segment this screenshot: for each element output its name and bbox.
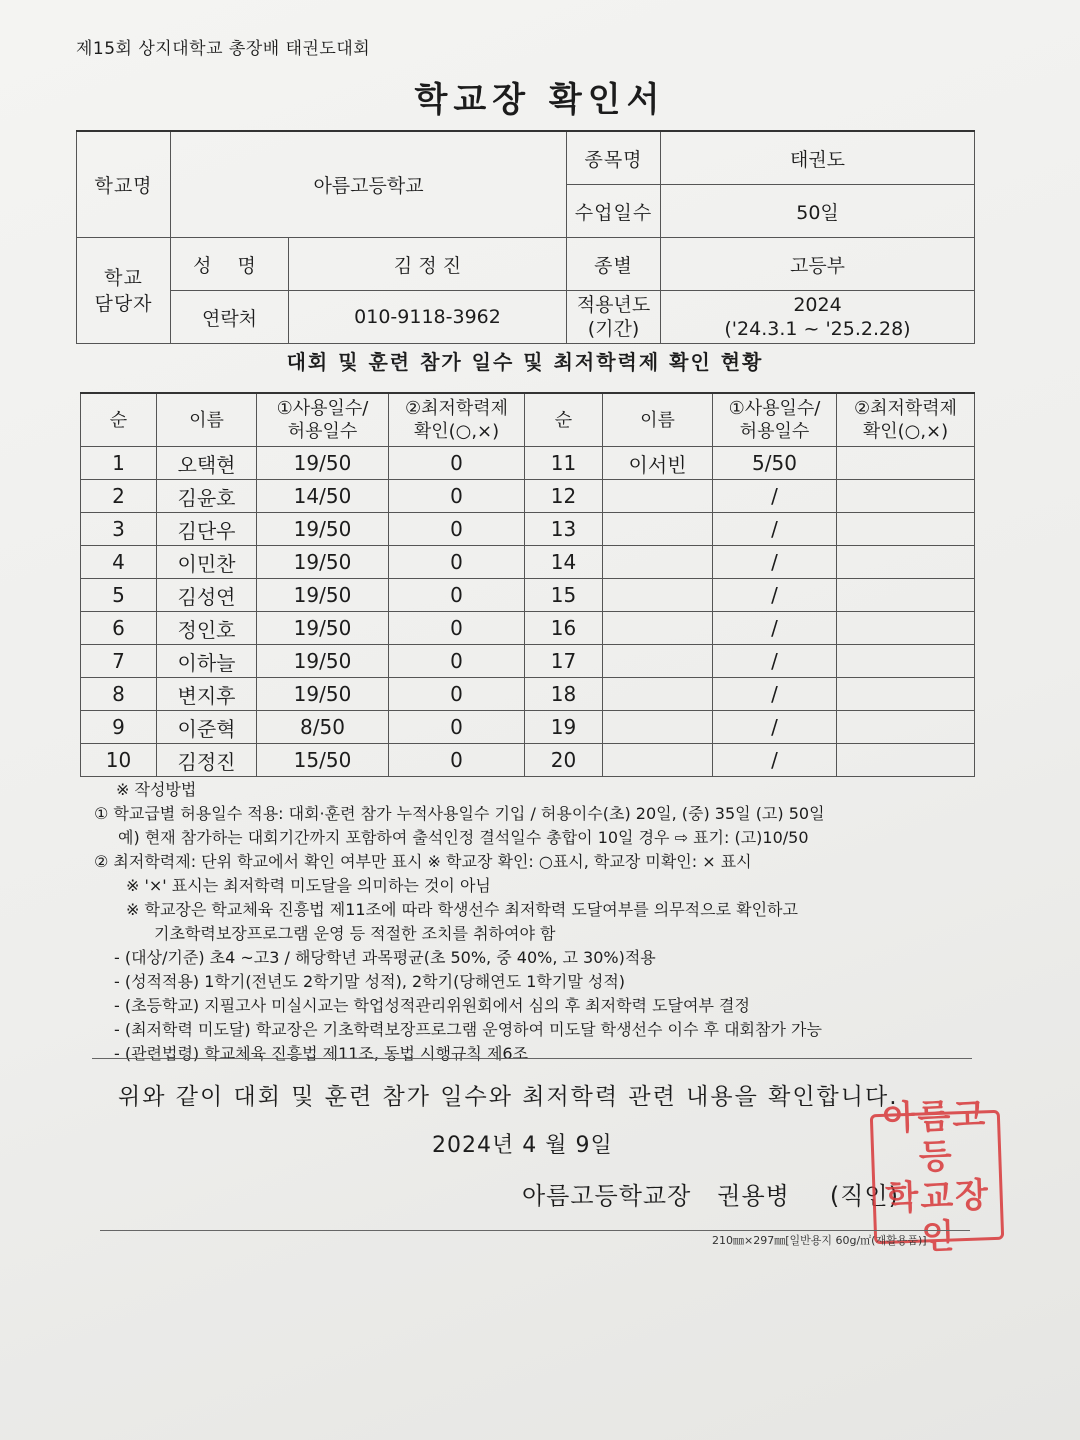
table-row [81, 513, 975, 546]
row-days: / [713, 612, 837, 645]
row-no: 14 [525, 546, 603, 579]
row-no: 10 [81, 744, 157, 777]
row-check [837, 480, 975, 513]
row-name: 이서빈 [603, 447, 713, 480]
row-no: 2 [81, 480, 157, 513]
contact-value: 010-9118-3962 [289, 291, 567, 344]
row-name [603, 711, 713, 744]
instruction-line: ② 최저학력제: 단위 학교에서 확인 여부만 표시 ※ 학교장 확인: ○표시, 학교장 미확인: × 표시 [94, 852, 752, 871]
confirmation-text: 위와 같이 대회 및 훈련 참가 일수와 최저학력 관련 내용을 확인합니다. [118, 1084, 899, 1110]
row-days: / [713, 744, 837, 777]
row-name: 김정진 [157, 744, 257, 777]
header-days: ①사용일수/ 허용일수 [713, 393, 837, 447]
row-no: 3 [81, 513, 157, 546]
attendance-table [80, 392, 975, 777]
row-no: 8 [81, 678, 157, 711]
signer [522, 1176, 899, 1211]
instruction-line: - (최저학력 미도달) 학교장은 기초학력보장프로그램 운영하여 미도달 학생선수 이수 후 대회참가 가능 [114, 1020, 822, 1039]
row-days: / [713, 579, 837, 612]
contact-label: 연락처 [171, 291, 289, 344]
row-days: 15/50 [257, 744, 389, 777]
period-value: ('24.3.1 ~ '25.2.28) [724, 318, 911, 340]
stamp-line: 아름고등 [881, 1095, 988, 1178]
row-name: 이준혁 [157, 711, 257, 744]
instruction-line: - (대상/기준) 초4 ~고3 / 해당학년 과목평균(초 50%, 중 40%, 고 30%)적용 [114, 948, 656, 967]
event-name: 제15회 상지대학교 총장배 태권도대회 [76, 39, 371, 59]
instruction-line: 예) 현재 참가하는 대회기간까지 포함하여 출석인정 결석일수 총합이 10일 경우 ⇨ 표기: (고)10/50 [118, 828, 809, 847]
instruction-line: 기초학력보장프로그램 운영 등 적절한 조치를 취하여야 함 [154, 924, 556, 943]
header-check: ②최저학력제 확인(○,×) [389, 393, 525, 447]
table-row [81, 579, 975, 612]
document-title: 학교장 확인서 [414, 80, 666, 120]
table-row [81, 711, 975, 744]
row-no: 1 [81, 447, 157, 480]
row-check: 0 [389, 480, 525, 513]
instruction-line: - (관련법령) 학교체육 진흥법 제11조, 동법 시행규칙 제6조 [114, 1044, 529, 1063]
row-name [603, 612, 713, 645]
header-name: 이름 [603, 393, 713, 447]
footer-divider [100, 1230, 970, 1231]
table-row [81, 678, 975, 711]
stamp-line: 학교장인 [884, 1175, 991, 1258]
name-label: 성 명 [171, 238, 289, 291]
manager-name: 김 정 진 [289, 238, 567, 291]
row-days: / [713, 546, 837, 579]
row-days: 19/50 [257, 513, 389, 546]
row-days: / [713, 513, 837, 546]
row-name [603, 546, 713, 579]
row-check: 0 [389, 579, 525, 612]
divider [92, 1058, 972, 1059]
row-no: 9 [81, 711, 157, 744]
row-days: 19/50 [257, 678, 389, 711]
row-days: 19/50 [257, 579, 389, 612]
table-row [81, 645, 975, 678]
signer-title: 아름고등학교장 [522, 1182, 692, 1210]
row-check: 0 [389, 513, 525, 546]
row-no: 18 [525, 678, 603, 711]
year-label: 적용년도 (기간) [567, 291, 661, 344]
instructions [94, 778, 984, 1066]
instruction-line: ※ '×' 표시는 최저학력 미도달을 의미하는 것이 아님 [126, 876, 491, 895]
instruction-line: ① 학교급별 허용일수 적용: 대회·훈련 참가 누적사용일수 기입 / 허용이수(초) 20일, (중) 35일 (고) 50일 [94, 804, 825, 823]
header-check: ②최저학력제 확인(○,×) [837, 393, 975, 447]
row-check [837, 579, 975, 612]
school-name: 아름고등학교 [171, 131, 567, 238]
row-check: 0 [389, 678, 525, 711]
row-days: 5/50 [713, 447, 837, 480]
instruction-line: - (초등학교) 지필고사 미실시교는 학업성적관리위원회에서 심의 후 최저학력 도달여부 결정 [114, 996, 750, 1015]
row-check [837, 447, 975, 480]
row-no: 13 [525, 513, 603, 546]
row-days: / [713, 678, 837, 711]
section-title: 대회 및 훈련 참가 일수 및 최저학력제 확인 현황 [286, 350, 764, 374]
row-check [837, 513, 975, 546]
sport-label: 종목명 [567, 131, 661, 185]
row-check [837, 612, 975, 645]
signer-name: 권용병 [717, 1182, 790, 1210]
row-name [603, 579, 713, 612]
row-name [603, 744, 713, 777]
school-label: 학교명 [77, 131, 171, 238]
row-name: 이하늘 [157, 645, 257, 678]
row-no: 16 [525, 612, 603, 645]
row-no: 11 [525, 447, 603, 480]
table-row [81, 744, 975, 777]
row-days: / [713, 711, 837, 744]
division-label: 종별 [567, 238, 661, 291]
table-row [81, 612, 975, 645]
row-days: 8/50 [257, 711, 389, 744]
row-name: 김윤호 [157, 480, 257, 513]
seal-mark: (직인) [829, 1182, 899, 1210]
attendance-header-row [81, 393, 975, 447]
row-no: 17 [525, 645, 603, 678]
row-check [837, 678, 975, 711]
row-check [837, 711, 975, 744]
row-name [603, 678, 713, 711]
row-check [837, 645, 975, 678]
info-table [76, 130, 975, 344]
row-no: 19 [525, 711, 603, 744]
row-days: 19/50 [257, 612, 389, 645]
table-row [81, 546, 975, 579]
header-no: 순 [525, 393, 603, 447]
row-check [837, 744, 975, 777]
row-name [603, 645, 713, 678]
row-check [837, 546, 975, 579]
instructions-heading: ※ 작성방법 [116, 780, 197, 799]
row-days: 19/50 [257, 645, 389, 678]
division-value: 고등부 [661, 238, 975, 291]
row-no: 15 [525, 579, 603, 612]
row-no: 12 [525, 480, 603, 513]
row-name [603, 480, 713, 513]
row-no: 6 [81, 612, 157, 645]
paper-spec-note: 210㎜×297㎜[일반용지 60g/㎡(재활용품)] [712, 1234, 927, 1247]
row-name: 변지후 [157, 678, 257, 711]
row-check: 0 [389, 612, 525, 645]
instruction-line: - (성적적용) 1학기(전년도 2학기말 성적), 2학기(당해연도 1학기말 성적) [114, 972, 626, 991]
header-days: ①사용일수/ 허용일수 [257, 393, 389, 447]
table-row [81, 447, 975, 480]
row-name: 이민찬 [157, 546, 257, 579]
row-check: 0 [389, 711, 525, 744]
manager-label: 학교 담당자 [77, 238, 171, 344]
row-no: 20 [525, 744, 603, 777]
row-name [603, 513, 713, 546]
row-name: 오택현 [157, 447, 257, 480]
row-days: 14/50 [257, 480, 389, 513]
header-no: 순 [81, 393, 157, 447]
row-name: 김단우 [157, 513, 257, 546]
row-no: 5 [81, 579, 157, 612]
class-days-value: 50일 [661, 185, 975, 238]
row-check: 0 [389, 447, 525, 480]
year-value: 2024 [793, 294, 842, 316]
row-check: 0 [389, 645, 525, 678]
row-name: 김성연 [157, 579, 257, 612]
row-days: / [713, 480, 837, 513]
row-days: 19/50 [257, 447, 389, 480]
row-no: 7 [81, 645, 157, 678]
row-days: 19/50 [257, 546, 389, 579]
class-days-label: 수업일수 [567, 185, 661, 238]
issue-date: 2024년 4 월 9일 [432, 1133, 613, 1158]
sport-value: 태권도 [661, 131, 975, 185]
row-no: 4 [81, 546, 157, 579]
row-name: 정인호 [157, 612, 257, 645]
row-days: / [713, 645, 837, 678]
header-name: 이름 [157, 393, 257, 447]
table-row [81, 480, 975, 513]
year-cell [661, 291, 975, 344]
row-check: 0 [389, 546, 525, 579]
row-check: 0 [389, 744, 525, 777]
instruction-line: ※ 학교장은 학교체육 진흥법 제11조에 따라 학생선수 최저학력 도달여부를 의무적으로 확인하고 [126, 900, 798, 919]
official-seal-stamp [870, 1095, 1004, 1258]
